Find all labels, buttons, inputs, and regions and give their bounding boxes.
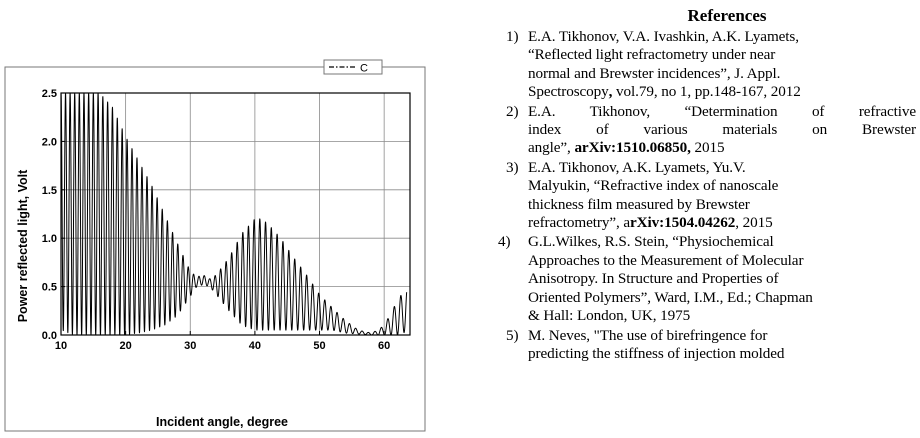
reference-line (528, 196, 916, 214)
y-tick-label: 1.5 (41, 184, 57, 197)
x-tick-label: 30 (184, 340, 197, 352)
reference-text: Oriented Polymers”, Ward, I.M., Ed.; Chapman (528, 288, 813, 306)
x-axis-label: Incident angle, degree (156, 415, 288, 429)
reference-line (528, 103, 916, 121)
y-tick-label: 2.0 (41, 136, 57, 149)
reference-text: normal and Brewster incidences”, J. Appl. (528, 64, 781, 82)
reference-text: index of various materials on Brewster (528, 121, 916, 139)
references-title: References (687, 6, 767, 25)
reference-line (528, 139, 916, 157)
reference-line (528, 252, 916, 270)
reference-line (528, 83, 916, 101)
reference-text: G.L.Wilkes, R.S. Stein, “Physiochemical (528, 233, 774, 251)
reference-line (528, 121, 916, 139)
reference-item (498, 28, 916, 102)
y-tick-label: 0.0 (41, 330, 57, 342)
reference-line (528, 345, 916, 363)
reference-text: E.A. Tikhonov, “Determination of refractive (528, 102, 916, 120)
reference-text: , (608, 83, 613, 101)
reference-text: arXiv:1510.06850, (574, 139, 691, 157)
x-tick-label: 60 (378, 340, 391, 352)
reference-text: Malyukin, “Refractive index of nanoscale (528, 177, 779, 195)
y-axis-label: Power reflected light, Volt (16, 169, 30, 323)
reference-text: Approaches to the Measurement of Molecular (528, 251, 804, 269)
reference-text: Spectroscopy (528, 83, 609, 101)
x-tick-label: 10 (54, 340, 68, 352)
reference-line (528, 327, 916, 345)
reference-text: , 2015 (735, 214, 773, 232)
reference-item (498, 233, 916, 325)
references-list (498, 28, 916, 363)
reference-text: M. Neves, "The use of birefringence for (528, 326, 768, 344)
x-tick-label: 50 (313, 340, 326, 352)
reference-text: E.A. Tikhonov, V.A. Ivashkin, A.K. Lyamets, (528, 28, 799, 45)
reference-line (528, 28, 916, 46)
reference-text: thickness film measured by Brewster (528, 195, 750, 213)
reference-number: 5) (506, 326, 519, 344)
reference-item (498, 327, 916, 364)
reference-number: 3) (506, 158, 519, 176)
reference-text: predicting the stiffness of injection molded (528, 344, 785, 362)
reference-text: Anisotropy. In Structure and Properties of (528, 270, 779, 288)
reference-line (528, 307, 916, 325)
reference-line (528, 159, 916, 177)
y-tick-label: 0.5 (41, 281, 57, 294)
y-tick-label: 1.0 (41, 233, 57, 246)
reference-text: vol.79, no 1, pp.148-167, 2012 (612, 83, 801, 101)
reference-text: E.A. Tikhonov, A.K. Lyamets, Yu.V. (528, 158, 746, 176)
reference-text: 2015 (690, 139, 725, 157)
reference-line (528, 270, 916, 288)
reference-line (528, 177, 916, 195)
reference-text: & Hall: London, UK, 1975 (528, 307, 691, 325)
legend-label: C (360, 62, 368, 75)
reference-text: refractometry”, a (528, 214, 631, 232)
reference-line (528, 65, 916, 83)
references-section (498, 6, 916, 364)
reference-item (498, 159, 916, 233)
reference-number: 1) (506, 28, 519, 45)
reference-text: angle”, (528, 139, 575, 157)
reference-item (498, 103, 916, 158)
reference-text: “Reflected light refractometry under near (528, 46, 776, 64)
reference-number: 2) (506, 102, 519, 120)
reference-text: rXiv:1504.04262 (630, 214, 736, 232)
reference-line (528, 233, 916, 251)
reference-line (528, 289, 916, 307)
x-tick-label: 40 (248, 340, 262, 352)
reference-line (528, 214, 916, 232)
legend (324, 60, 382, 75)
x-tick-label: 20 (119, 340, 132, 352)
reference-number: 4) (498, 233, 511, 251)
y-tick-label: 2.5 (41, 88, 57, 100)
reference-line (528, 46, 916, 64)
